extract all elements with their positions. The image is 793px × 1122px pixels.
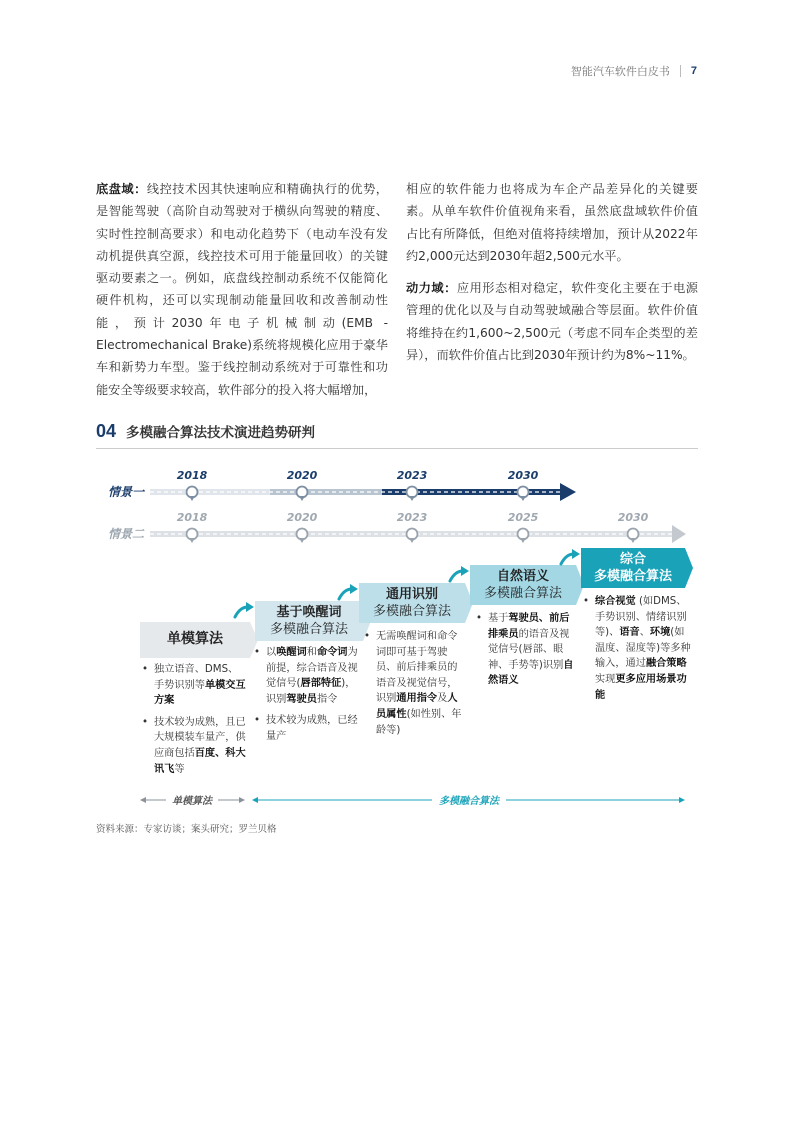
point-text: 以 xyxy=(266,647,277,658)
power-label: 动力域： xyxy=(406,281,457,296)
figure-number: 04 xyxy=(96,421,117,441)
point-text: 自然语义 xyxy=(488,659,574,687)
scenario2-point-2030 xyxy=(628,529,639,540)
point-text: 融合策略 xyxy=(645,658,687,670)
point-text: 指令 xyxy=(316,693,338,705)
stage-1-point-1 xyxy=(142,662,248,709)
figure-heading: 多模融合算法技术演进趋势研判 xyxy=(126,425,316,441)
header-divider xyxy=(680,65,681,77)
stage-arrowhead-icon-3 xyxy=(350,584,358,594)
scenario1-arrowhead xyxy=(560,483,576,501)
scenario1-point-2020 xyxy=(297,487,308,498)
scenario1-year-2030: 2030 xyxy=(507,469,539,482)
point-text: (如DMS、手势识别、情绪识别等)、 xyxy=(595,596,687,639)
scenario2-year-2018: 2018 xyxy=(176,511,208,524)
stage-arrowhead-icon-4 xyxy=(461,566,469,576)
scenario2-year-2030: 2030 xyxy=(617,511,649,524)
header-title: 智能汽车软件白皮书 xyxy=(570,65,670,78)
stage-4-point-1 xyxy=(476,611,574,689)
scenario2-pin-2030 xyxy=(630,538,636,543)
stage-title-3: 通用识别 xyxy=(385,587,438,602)
stage-arrowhead-icon-2 xyxy=(246,602,254,612)
point-text: 驾驶员、前后排乘员 xyxy=(488,613,570,640)
stage-2-point-2 xyxy=(254,713,358,744)
right-column xyxy=(406,178,698,411)
point-text: 等 xyxy=(174,763,185,775)
source-note: 资料来源：专家访谈；案头研究；罗兰贝格 xyxy=(96,824,277,835)
point-text: (如性别、年龄等) xyxy=(376,708,462,736)
stage-arrowhead-icon-5 xyxy=(572,549,580,559)
scenario1-point-2018 xyxy=(187,487,198,498)
scenario1-year-2018: 2018 xyxy=(176,469,208,482)
scenario1-point-2023 xyxy=(407,487,418,498)
point-text: 更多应用场景功能 xyxy=(595,673,687,701)
stage-label-1: 单模算法 xyxy=(167,631,223,647)
point-text: 技术较为成熟，已经量产 xyxy=(266,715,358,742)
stage-5-point-1 xyxy=(583,594,691,703)
stage-description-1 xyxy=(142,662,248,783)
scenario2-label: 情景二 xyxy=(107,527,144,541)
scenario1-pin-2023 xyxy=(409,496,415,501)
point-text: 通用指令 xyxy=(396,693,438,705)
scenario2-point-2025 xyxy=(518,529,529,540)
stage-title-5: 综合 xyxy=(619,552,646,567)
chassis-paragraph xyxy=(96,178,388,401)
point-text: 无需唤醒词和命令词即可基于驾驶员、前后排乘员的语音及视觉信号，识别 xyxy=(376,631,458,705)
stage-title-2: 基于唤醒词 xyxy=(276,605,342,620)
scenario1-year-2020: 2020 xyxy=(286,469,318,482)
stage-label-4 xyxy=(470,568,576,602)
scenario1-point-2030 xyxy=(518,487,529,498)
point-text: 综合视觉 xyxy=(595,596,636,607)
point-text: 为前提，综合语音及视觉信号( xyxy=(266,647,358,690)
stage-title-4: 自然语义 xyxy=(496,569,549,584)
power-paragraph xyxy=(406,277,698,366)
point-text: 百度、科大讯飞 xyxy=(154,747,246,775)
point-text: 技术较为成熟，且已大规模装车量产，供应商包括 xyxy=(154,716,246,759)
stage-label-3 xyxy=(359,586,465,620)
stage-description-3 xyxy=(364,629,464,744)
scenario2-point-2020 xyxy=(297,529,308,540)
stage-description-4 xyxy=(476,611,574,695)
point-text: 独立语音、DMS、手势识别等 xyxy=(154,664,239,691)
evolution-diagram xyxy=(96,460,698,810)
stage-subtitle-5: 多模融合算法 xyxy=(593,569,672,584)
point-text: 、 xyxy=(639,627,650,639)
scenario1-year-2023: 2023 xyxy=(396,469,428,482)
scenario2-arrowhead xyxy=(672,525,686,543)
scenario1-pin-2018 xyxy=(189,496,195,501)
figure-title xyxy=(96,421,698,449)
left-column xyxy=(96,178,388,411)
point-text: 单模交互方案 xyxy=(154,679,246,707)
scenario2-pin-2018 xyxy=(189,538,195,543)
point-text: 基于 xyxy=(488,613,509,624)
stage-subtitle-2: 多模融合算法 xyxy=(269,622,348,637)
scenario2-year-2020: 2020 xyxy=(286,511,318,524)
single-range-arrow-right xyxy=(239,797,245,803)
stage-3-point-1 xyxy=(364,629,464,738)
power-body: 应用形态相对稳定，软件变化主要在于电源管理的优化以及与自动驾驶域融合等层面。软件价值将维持在约1,600~2,500元（考虑不同车企类型的差异），而软件价值占比到2030年预计约为8%~11%。 xyxy=(406,281,698,363)
stage-description-5 xyxy=(583,594,691,709)
point-text: 驾驶员 xyxy=(286,693,317,705)
chassis-continued: 相应的软件能力也将成为车企产品差异化的关键要素。从单车软件价值视角来看，虽然底盘域软件价值占比有所降低，但绝对值将持续增加，预计从2022年约2,000元达到2030年超2,500元水平。 xyxy=(406,182,698,263)
scenario1-label: 情景一 xyxy=(107,485,144,499)
point-text: 及 xyxy=(437,693,448,705)
scenario2-point-2018 xyxy=(187,529,198,540)
scenario2-year-2025: 2025 xyxy=(507,511,539,524)
point-text: 人员属性 xyxy=(376,693,458,720)
point-text: 环境 xyxy=(649,627,671,639)
scenario2-year-2023: 2023 xyxy=(396,511,428,524)
point-text: 语音 xyxy=(619,627,640,639)
multi-range-arrow-right xyxy=(679,797,685,803)
scenario2-point-2023 xyxy=(407,529,418,540)
stage-1-point-2 xyxy=(142,715,248,777)
point-text: (如温度、湿度等)等多种输入，通过 xyxy=(595,627,691,670)
stage-subtitle-3: 多模融合算法 xyxy=(372,604,451,619)
multi-range-arrow-left xyxy=(252,797,258,803)
point-text: 唤醒词 xyxy=(276,647,307,658)
scenario2-pin-2025 xyxy=(520,538,526,543)
stage-label-2 xyxy=(255,604,363,638)
page-number: 7 xyxy=(690,65,697,77)
point-text: 实现 xyxy=(595,673,616,685)
page-header xyxy=(571,63,697,79)
chassis-body: 线控技术因其快速响应和精确执行的优势，是智能驾驶（高阶自动驾驶对于横纵向驾驶的精度、实时性控制高要求）和电动化趋势下（电动车没有发动机提供真空源，线控技术可用于能量回收）的关键驱动要素之一。例如，底盘线控制动系统不仅能简化硬件机构，还可以实现制动能量回收和改善制动性能，预计2030年电子机械制动(EMB - Electromechanical Brake)系统将规模化应用于豪华车和新势力车型。鉴于线控制动系统对于可靠性和功能安全等级要求较高，软件部分的投入将大幅增加， xyxy=(96,182,388,397)
body-text xyxy=(96,178,698,411)
multi-range-label: 多模融合算法 xyxy=(439,796,499,807)
stage-description-2 xyxy=(254,645,358,751)
stage-2-point-1 xyxy=(254,645,358,707)
scenario2-pin-2023 xyxy=(409,538,415,543)
stage-label-5 xyxy=(581,551,685,585)
point-text: 唇部特征 xyxy=(300,678,342,690)
point-text: 的语音及视觉信号(唇部、眼神、手势等)识别 xyxy=(488,628,570,671)
scenario1-pin-2030 xyxy=(520,496,526,501)
point-text: 命令词 xyxy=(316,647,348,658)
chassis-label: 底盘域： xyxy=(96,182,147,196)
point-text: 和 xyxy=(306,647,317,658)
point-text: )，识别 xyxy=(266,678,356,705)
stage-subtitle-4: 多模融合算法 xyxy=(483,586,562,601)
single-range-arrow-left xyxy=(140,797,146,803)
scenario1-pin-2020 xyxy=(299,496,305,501)
scenario2-pin-2020 xyxy=(299,538,305,543)
single-range-label: 单模算法 xyxy=(172,796,212,807)
